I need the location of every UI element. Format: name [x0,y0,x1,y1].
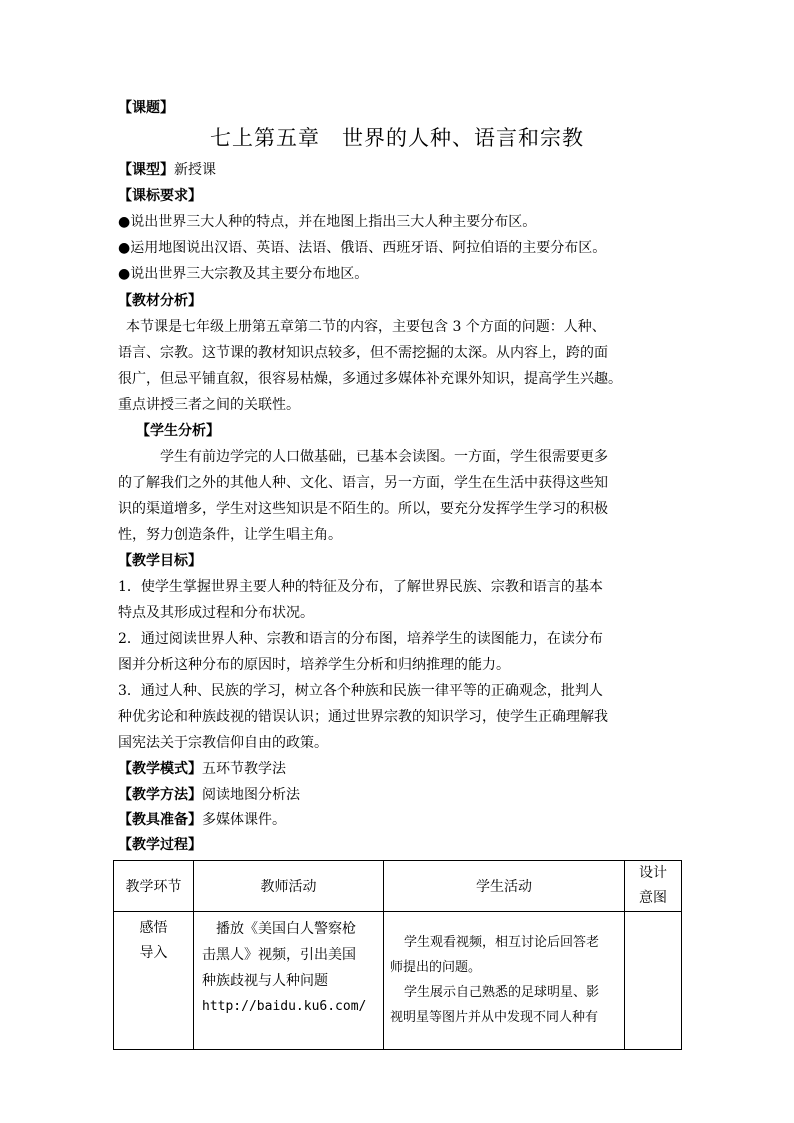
page-title [0,121,794,155]
standards-label: 【课标要求】 [118,188,202,204]
design-intent-cell [625,912,682,1050]
process-label: 【教学过程】 [118,837,202,853]
process-table [113,860,682,1050]
objective-3: 3．通过人种、民族的学习，树立各个种族和民族一律平等的正确观念，批判人 [118,683,603,699]
student-analysis-label: 【学生分析】 [136,423,220,439]
standard-item: ●说出世界三大人种的特点，并在地图上指出三大人种主要分布区。 [118,214,537,230]
lesson-type-line [118,157,678,183]
teaching-mode-line: 【教学模式】五环节教学法 [118,761,286,777]
video-link[interactable]: http://baidu.ku6.com/ [202,999,367,1014]
title-subject: 世界的人种、语言和宗教 [342,126,584,150]
header-stage: 教学环节 [114,861,194,912]
teacher-activity-cell: 播放《美国白人警察枪 击黑人》视频，引出美国 种族歧视与人种问题 http://baidu.ku6.com/ [194,912,384,1050]
lesson-type-value: 新授课 [174,162,216,178]
objectives-label: 【教学目标】 [118,553,202,569]
header-teacher: 教师活动 [194,861,384,912]
teaching-method-line: 【教学方法】阅读地图分析法 [118,787,300,803]
header-student: 学生活动 [384,861,625,912]
objective-2: 2．通过阅读世界人种、宗教和语言的分布图，培养学生的读图能力，在读分布 [118,631,603,647]
title-chapter: 七上第五章 [210,126,320,150]
objectives-list: 1．使学生掌握世界主要人种的特征及分布，了解世界民族、宗教和语言的基本 特点及其形成过程和分布状况。 2．通过阅读世界人种、宗教和语言的分布图，培养学生的读图能力，在读分布 图并分析这种分布的原因时，培养学生分析和归纳推理的能力。 3．通过人种、民族的学习，树立各个种族和民族一律平等的正确观念，批判人 种优劣论和种族歧视的错误认识；通过世界宗教的知识学习，使学生正确理解我 国宪法关于宗教信仰自由的政策。 [118,574,678,756]
objective-1: 1．使学生掌握世界主要人种的特征及分布，了解世界民族、宗教和语言的基本 [118,579,603,595]
table-row [114,912,682,1050]
student-analysis-paragraph: 学生有前边学完的人口做基础，已基本会读图。一方面，学生很需要更多 的了解我们之外的其他人种、文化、语言，另一方面，学生在生活中获得这些知 识的渠道增多，学生对这些知识是不陌生的。所以，要充分发挥学生学习的积极 性，努力创造条件，让学生唱主角。 [118,449,608,543]
table-header-row [114,861,682,912]
standard-item: ●运用地图说出汉语、英语、法语、俄语、西班牙语、阿拉伯语的主要分布区。 [118,240,607,256]
topic-label: 【课题】 [118,100,174,116]
lesson-type-label: 【课型】 [118,162,174,178]
standard-item: ●说出世界三大宗教及其主要分布地区。 [118,266,369,282]
student-activity-cell: 学生观看视频，相互讨论后回答老 师提出的问题。 学生展示自己熟悉的足球明星、影 视明星等图片并从中发现不同人种有 [384,912,625,1050]
teaching-aids-line: 【教具准备】多媒体课件。 [118,812,286,828]
stage-cell: 感悟 导入 [114,912,194,1050]
textbook-analysis-paragraph: 本节课是七年级上册第五章第二节的内容，主要包含 3 个方面的问题：人种、 语言、宗教。这节课的教材知识点较多，但不需挖掘的太深。从内容上，跨的面 很广，但忌平铺直叙，很容易枯燥，多通过多媒体补充课外知识，提高学生兴趣。 重点讲授三者之间的关联性。 [118,319,622,413]
textbook-analysis-label: 【教材分析】 [118,293,202,309]
header-design: 设计 意图 [625,861,682,912]
